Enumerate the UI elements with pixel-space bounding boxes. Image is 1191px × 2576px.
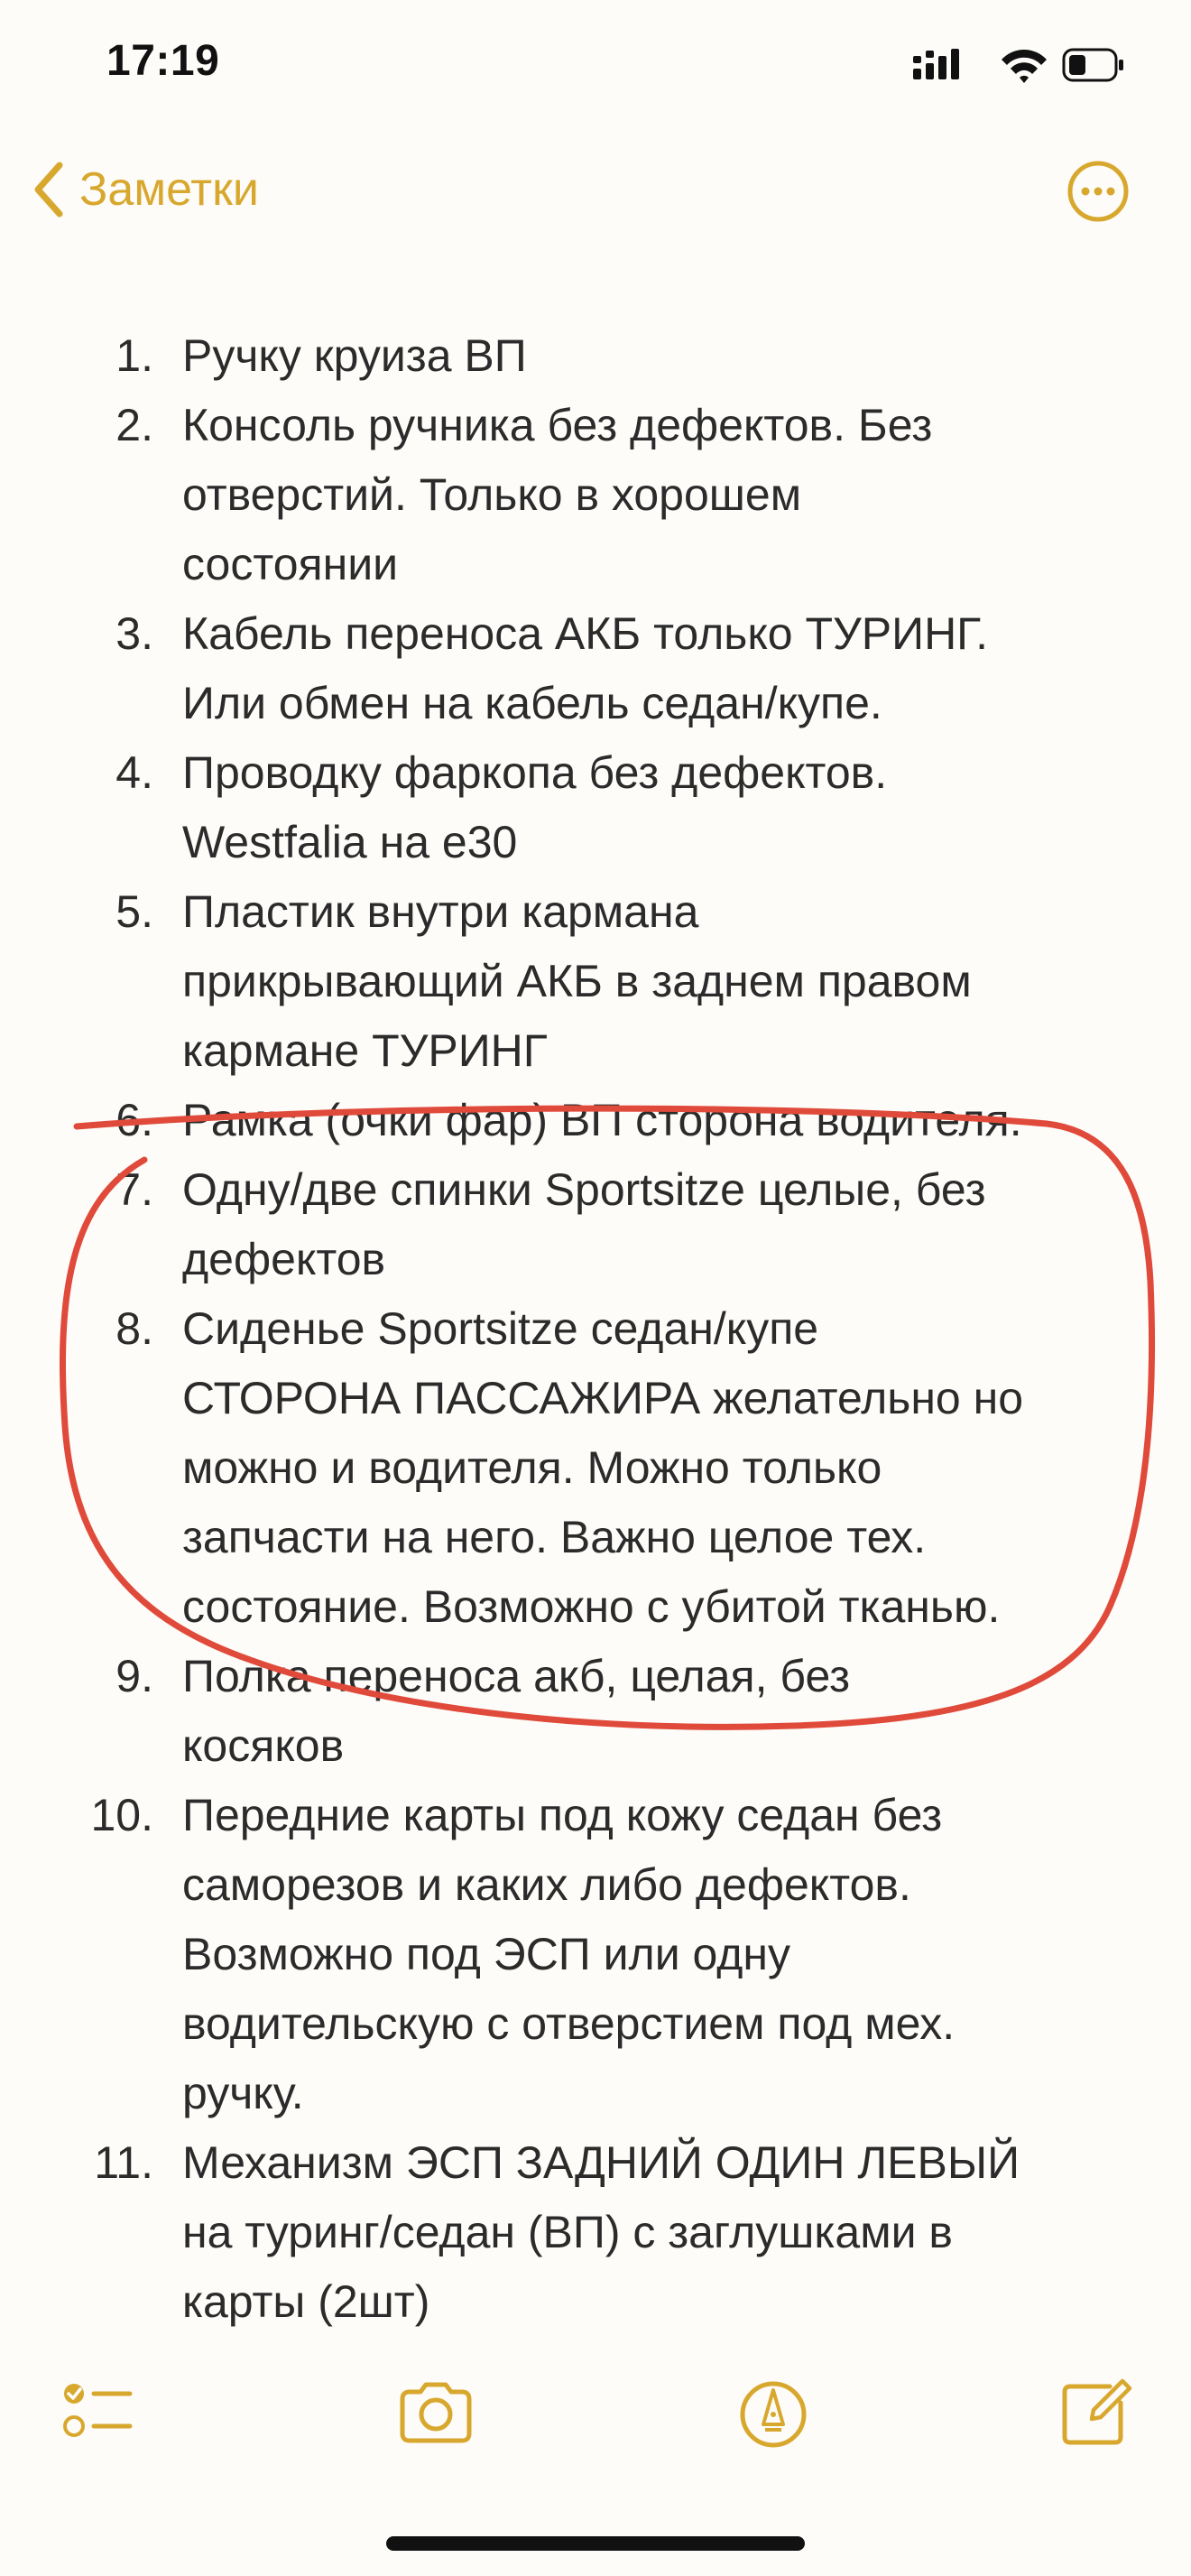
list-item-text: Рамка (очки фар) ВП сторона водителя.: [182, 1095, 1022, 1145]
list-item-number: 7.: [115, 1164, 153, 1215]
checklist-icon[interactable]: [58, 2374, 139, 2455]
list-item-number: 10.: [90, 1790, 153, 1840]
list-item-text: водительскую с отверстием под мех.: [182, 1998, 956, 2049]
list-item-text: Передние карты под кожу седан без: [182, 1790, 943, 1840]
list-item-text: Пластик внутри кармана: [182, 886, 699, 937]
status-time: 17:19: [106, 37, 220, 85]
list-item[interactable]: [0, 1086, 1191, 1155]
list-item[interactable]: [0, 738, 1191, 877]
list-item-text: Механизм ЭСП ЗАДНИЙ ОДИН ЛЕВЫЙ: [182, 2137, 1020, 2188]
list-item-text: Проводку фаркопа без дефектов.: [182, 747, 888, 798]
list-item-text: Кабель переноса АКБ только ТУРИНГ.: [182, 608, 989, 659]
list-item-text: запчасти на него. Важно целое тех.: [182, 1512, 927, 1562]
list-item-number: 2.: [115, 400, 153, 450]
list-item[interactable]: [0, 1781, 1191, 2128]
list-item-text: СТОРОНА ПАССАЖИРА желательно но: [182, 1373, 1024, 1423]
list-item-number: 3.: [115, 608, 153, 659]
list-item-text: Возможно под ЭСП или одну: [182, 1929, 791, 1979]
cellular-signal-icon: [913, 49, 959, 79]
list-item-text: ручку.: [182, 2068, 304, 2118]
list-item-text: Консоль ручника без дефектов. Без: [182, 400, 933, 450]
list-item-number: 6.: [115, 1095, 153, 1145]
chevron-left-icon: [32, 160, 65, 219]
list-item-text: на туринг/седан (ВП) с заглушками в: [182, 2207, 953, 2257]
list-item-text: Одну/две спинки Sportsitze целые, без: [182, 1164, 986, 1215]
list-item[interactable]: [0, 599, 1191, 738]
markup-pen-icon[interactable]: [733, 2374, 814, 2455]
list-item-number: 8.: [115, 1303, 153, 1354]
list-item[interactable]: [0, 1642, 1191, 1781]
list-item[interactable]: [0, 2128, 1191, 2337]
back-label: Заметки: [79, 163, 259, 216]
list-item-number: 5.: [115, 886, 153, 937]
list-item[interactable]: [0, 321, 1191, 391]
list-item-text: Или обмен на кабель седан/купе.: [182, 678, 882, 728]
list-item-text: косяков: [182, 1720, 345, 1771]
list-item-number: 1.: [115, 330, 153, 381]
list-item-text: Westfalia на e30: [182, 817, 518, 867]
list-item-text: карты (2шт): [182, 2276, 430, 2327]
list-item-number: 4.: [115, 747, 153, 798]
list-item[interactable]: [0, 1294, 1191, 1642]
status-bar: [0, 0, 1191, 126]
list-item-text: Сиденье Sportsitze седан/купе: [182, 1303, 819, 1354]
list-item-text: прикрывающий АКБ в заднем правом: [182, 956, 972, 1006]
list-item-text: Полка переноса акб, целая, без: [182, 1651, 851, 1701]
ellipsis-circle-icon[interactable]: [1066, 160, 1130, 223]
camera-icon[interactable]: [395, 2374, 476, 2455]
list-item-text: дефектов: [182, 1234, 386, 1284]
bottom-toolbar: [0, 2365, 1191, 2473]
list-item-text: состоянии: [182, 539, 399, 589]
note-body[interactable]: [0, 321, 1191, 2337]
list-item-text: состояние. Возможно с убитой тканью.: [182, 1581, 1001, 1632]
list-item[interactable]: [0, 1155, 1191, 1294]
list-item-number: 11.: [94, 2137, 153, 2188]
list-item-text: саморезов и каких либо дефектов.: [182, 1859, 911, 1910]
list-item-text: Ручку круиза ВП: [182, 330, 527, 381]
wifi-icon: [1002, 50, 1047, 83]
list-item-number: 9.: [115, 1651, 153, 1701]
compose-icon[interactable]: [1056, 2372, 1137, 2453]
list-item-text: кармане ТУРИНГ: [182, 1025, 548, 1076]
status-icons: [911, 43, 1128, 87]
back-button[interactable]: [32, 153, 259, 226]
list-item-text: можно и водителя. Можно только: [182, 1442, 882, 1493]
home-indicator[interactable]: [386, 2536, 805, 2551]
list-item[interactable]: [0, 877, 1191, 1086]
list-item[interactable]: [0, 391, 1191, 599]
battery-icon: [1064, 50, 1123, 80]
list-item-text: отверстий. Только в хорошем: [182, 469, 802, 520]
